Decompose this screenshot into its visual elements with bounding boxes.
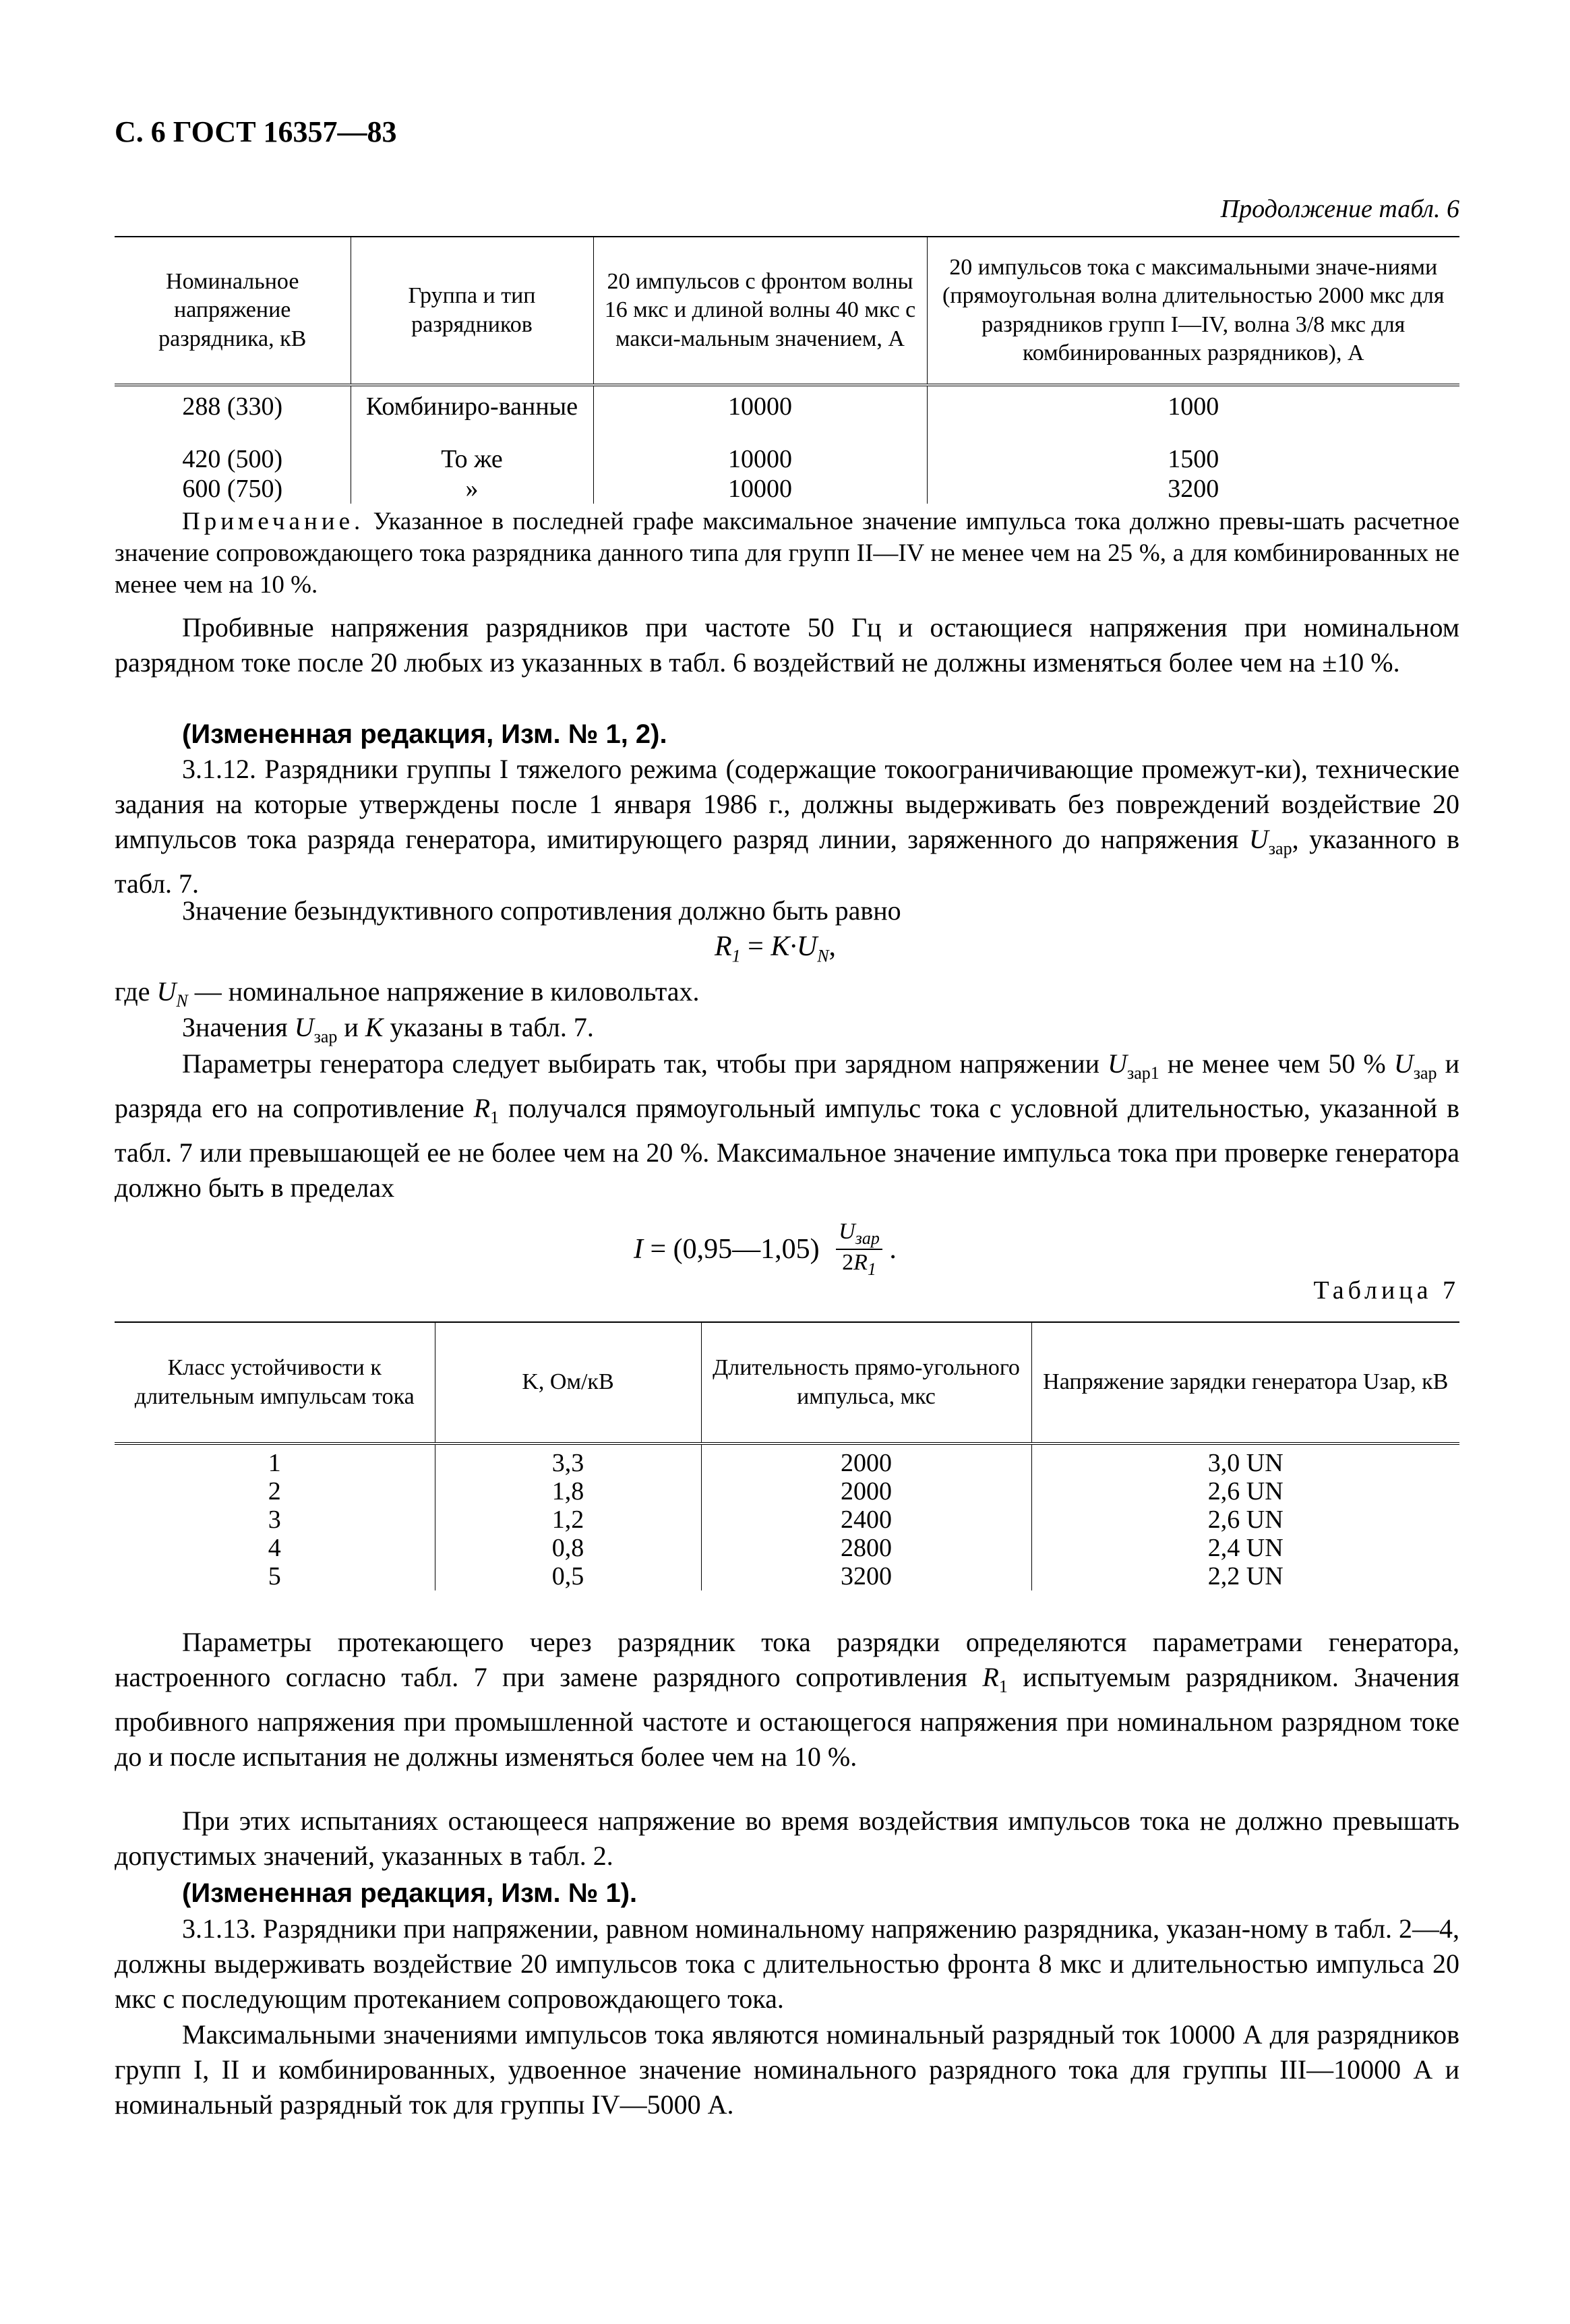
- paragraph-generator: [115, 1046, 1459, 1205]
- paragraph-3-1-12: [115, 752, 1459, 901]
- table-cell: 2,4 UN: [1031, 1534, 1459, 1562]
- table6-header-rect-wave: 20 импульсов тока с максимальными значе-ниями (прямоугольная волна длительностью 2000 мкс для разрядников групп I—IV, волна 3/8 мкс для комбинированных разрядников), А: [927, 237, 1459, 385]
- paragraph-3-1-13: 3.1.13. Разрядники при напряжении, равном номинальному напряжению разрядника, указан-ному в табл. 2—4, должны выдерживать воздействие 20 импульсов тока с длительностью фронта 8 мкс и длительностью импульса 20 мкс с последующим протеканием сопровождающего тока.: [115, 1913, 1459, 2014]
- text-run: U: [1248, 824, 1269, 854]
- table-cell: 3200: [927, 474, 1459, 504]
- text-run: и: [337, 1012, 365, 1042]
- table-cell: 10000: [593, 474, 927, 504]
- table-cell: 3: [115, 1506, 435, 1534]
- table-cell: 1,8: [435, 1477, 701, 1506]
- table-cell: 2800: [701, 1534, 1031, 1562]
- table-cell: 1500: [927, 444, 1459, 474]
- table-cell: 2400: [701, 1506, 1031, 1534]
- table-7: [115, 1321, 1459, 1590]
- text-run: зар: [1268, 839, 1292, 858]
- table7-header-k: K, Ом/кВ: [435, 1322, 701, 1443]
- page-header: С. 6 ГОСТ 16357—83: [115, 115, 397, 148]
- text-run: зар: [1413, 1063, 1437, 1083]
- text-run: Параметры генератора следует выбирать так, чтобы при зарядном напряжении: [182, 1048, 1108, 1079]
- text-run: R: [982, 1662, 999, 1692]
- text-run: и разряда его на сопротивление: [115, 1048, 1459, 1123]
- text-run: , указанного в табл. 7.: [115, 824, 1459, 899]
- text-run: Значения: [182, 1012, 295, 1042]
- table-cell: »: [351, 474, 593, 504]
- paragraph-discharge-params: [115, 1625, 1459, 1775]
- text-run: 1: [998, 1677, 1008, 1696]
- text-run: указаны в табл. 7.: [383, 1012, 594, 1042]
- text-run: 3.1.12. Разрядники группы I тяжелого режима (содержащие токоограничивающие промежут-ки), технические задания на которые утверждены после 1 января 1986 г., должны выдерживать без повреждений воздействие 20 импульсов тока разряда генератора, имитирующего разряд линии, заряженного до напряжения: [115, 754, 1459, 854]
- text-run: K: [365, 1012, 384, 1042]
- table-cell: То же: [351, 444, 593, 474]
- paragraph-max-current: Максимальными значениями импульсов тока являются номинальный разрядный ток 10000 А для разрядников групп I, II и комбинированных, удвоенное значение номинального разрядного тока для группы III—10000 А и номинальный разрядный ток для группы IV—5000 А.: [115, 2019, 1459, 2120]
- text-run: 1: [490, 1108, 500, 1127]
- text-run: N: [176, 991, 188, 1011]
- table-cell: 10000: [593, 444, 927, 474]
- paragraph-breakdown: Пробивные напряжения разрядников при частоте 50 Гц и остающиеся напряжения при номинальном разрядном токе после 20 любых из указанных в табл. 6 воздействий не должны изменяться более чем на ±10 %.: [115, 612, 1459, 678]
- table-cell: 3,0 UN: [1031, 1443, 1459, 1477]
- amendment-note: (Измененная редакция, Изм. № 1, 2).: [182, 719, 667, 749]
- table-cell: 2,6 UN: [1031, 1506, 1459, 1534]
- text-run: U: [294, 1012, 314, 1042]
- table-cell: 2000: [701, 1443, 1031, 1477]
- note-text: Указанное в последней графе максимальное значение импульса тока должно превы-шать расчетное значение сопровождающего тока разрядника данного типа для групп II—IV не менее чем на 25 %, а для комбинированных не менее чем на 10 %.: [115, 508, 1459, 599]
- table7-caption: Таблица 7: [1313, 1276, 1459, 1305]
- table-note: [115, 506, 1459, 601]
- text-run: зар: [313, 1027, 338, 1046]
- table-cell: 3,3: [435, 1443, 701, 1477]
- table-cell: 2: [115, 1477, 435, 1506]
- text-run: U: [156, 976, 177, 1007]
- text-run: — номинальное напряжение в киловольтах.: [187, 976, 700, 1007]
- table-cell: 1000: [927, 385, 1459, 444]
- table7-header-class: Класс устойчивости к длительным импульсам тока: [115, 1322, 435, 1443]
- table-6: [115, 236, 1459, 504]
- text-run: U: [1108, 1048, 1127, 1079]
- table-cell: 420 (500): [115, 444, 351, 474]
- note-label: Примечание.: [182, 508, 365, 535]
- table-cell: 4: [115, 1534, 435, 1562]
- table-cell: 288 (330): [115, 385, 351, 444]
- table-cell: 0,8: [435, 1534, 701, 1562]
- text-run: R: [473, 1093, 491, 1123]
- table-continuation-label: Продолжение табл. 6: [1220, 195, 1459, 223]
- table-cell: 1,2: [435, 1506, 701, 1534]
- table-cell: 3200: [701, 1562, 1031, 1590]
- text-run: получался прямоугольный импульс тока с условной длительностью, указанной в табл. 7 или превышающей ее не более чем на 20 %. Максимальное значение импульса тока при проверке генератора должно быть в пределах: [115, 1093, 1460, 1203]
- paragraph-tests: При этих испытаниях остающееся напряжение во время воздействия импульсов тока не должно превышать допустимых значений, указанных в табл. 2.: [115, 1806, 1459, 1871]
- amendment-note-2: (Измененная редакция, Изм. № 1).: [182, 1878, 638, 1908]
- text-run: испытуемым разрядником. Значения пробивного напряжения при промышленной частоте и остающегося напряжения при номинальном разрядном токе до и после испытания не должны изменяться более чем на 10 %.: [115, 1662, 1459, 1772]
- formula-r1: $R_1 = K\cdot U_N$,: [715, 931, 837, 966]
- formula-current: I = (0,95—1,05) $U_{зар}$ $2R_1$ .: [634, 1219, 897, 1279]
- paragraph-resistance: Значение безындуктивного сопротивления должно быть равно: [182, 895, 901, 926]
- text-run: U: [1393, 1048, 1414, 1079]
- table-cell: 2000: [701, 1477, 1031, 1506]
- table7-header-voltage: Напряжение зарядки генератора Uзар, кВ: [1031, 1322, 1459, 1443]
- table-cell: 0,5: [435, 1562, 701, 1590]
- table7-header-duration: Длительность прямо-угольного импульса, мкс: [701, 1322, 1031, 1443]
- table6-header-impulse: 20 импульсов с фронтом волны 16 мкс и длиной волны 40 мкс с макси-мальным значением, А: [593, 237, 927, 385]
- table6-header-voltage: Номинальное напряжение разрядника, кВ: [115, 237, 351, 385]
- text-run: Параметры протекающего через разрядник тока разрядки определяются параметрами генератора, настроенного согласно табл. 7 при замене разрядного сопротивления: [115, 1627, 1459, 1692]
- table-cell: 1: [115, 1443, 435, 1477]
- table-cell: 2,6 UN: [1031, 1477, 1459, 1506]
- table-cell: 600 (750): [115, 474, 351, 504]
- table-cell: 10000: [593, 385, 927, 444]
- text-run: где: [115, 976, 157, 1007]
- table-cell: Комбиниро-ванные: [351, 385, 593, 444]
- table-cell: 2,2 UN: [1031, 1562, 1459, 1590]
- text-run: зар1: [1126, 1063, 1159, 1083]
- text-run: не менее чем 50 %: [1159, 1048, 1394, 1079]
- table6-header-group: Группа и тип разрядников: [351, 237, 593, 385]
- table-cell: 5: [115, 1562, 435, 1590]
